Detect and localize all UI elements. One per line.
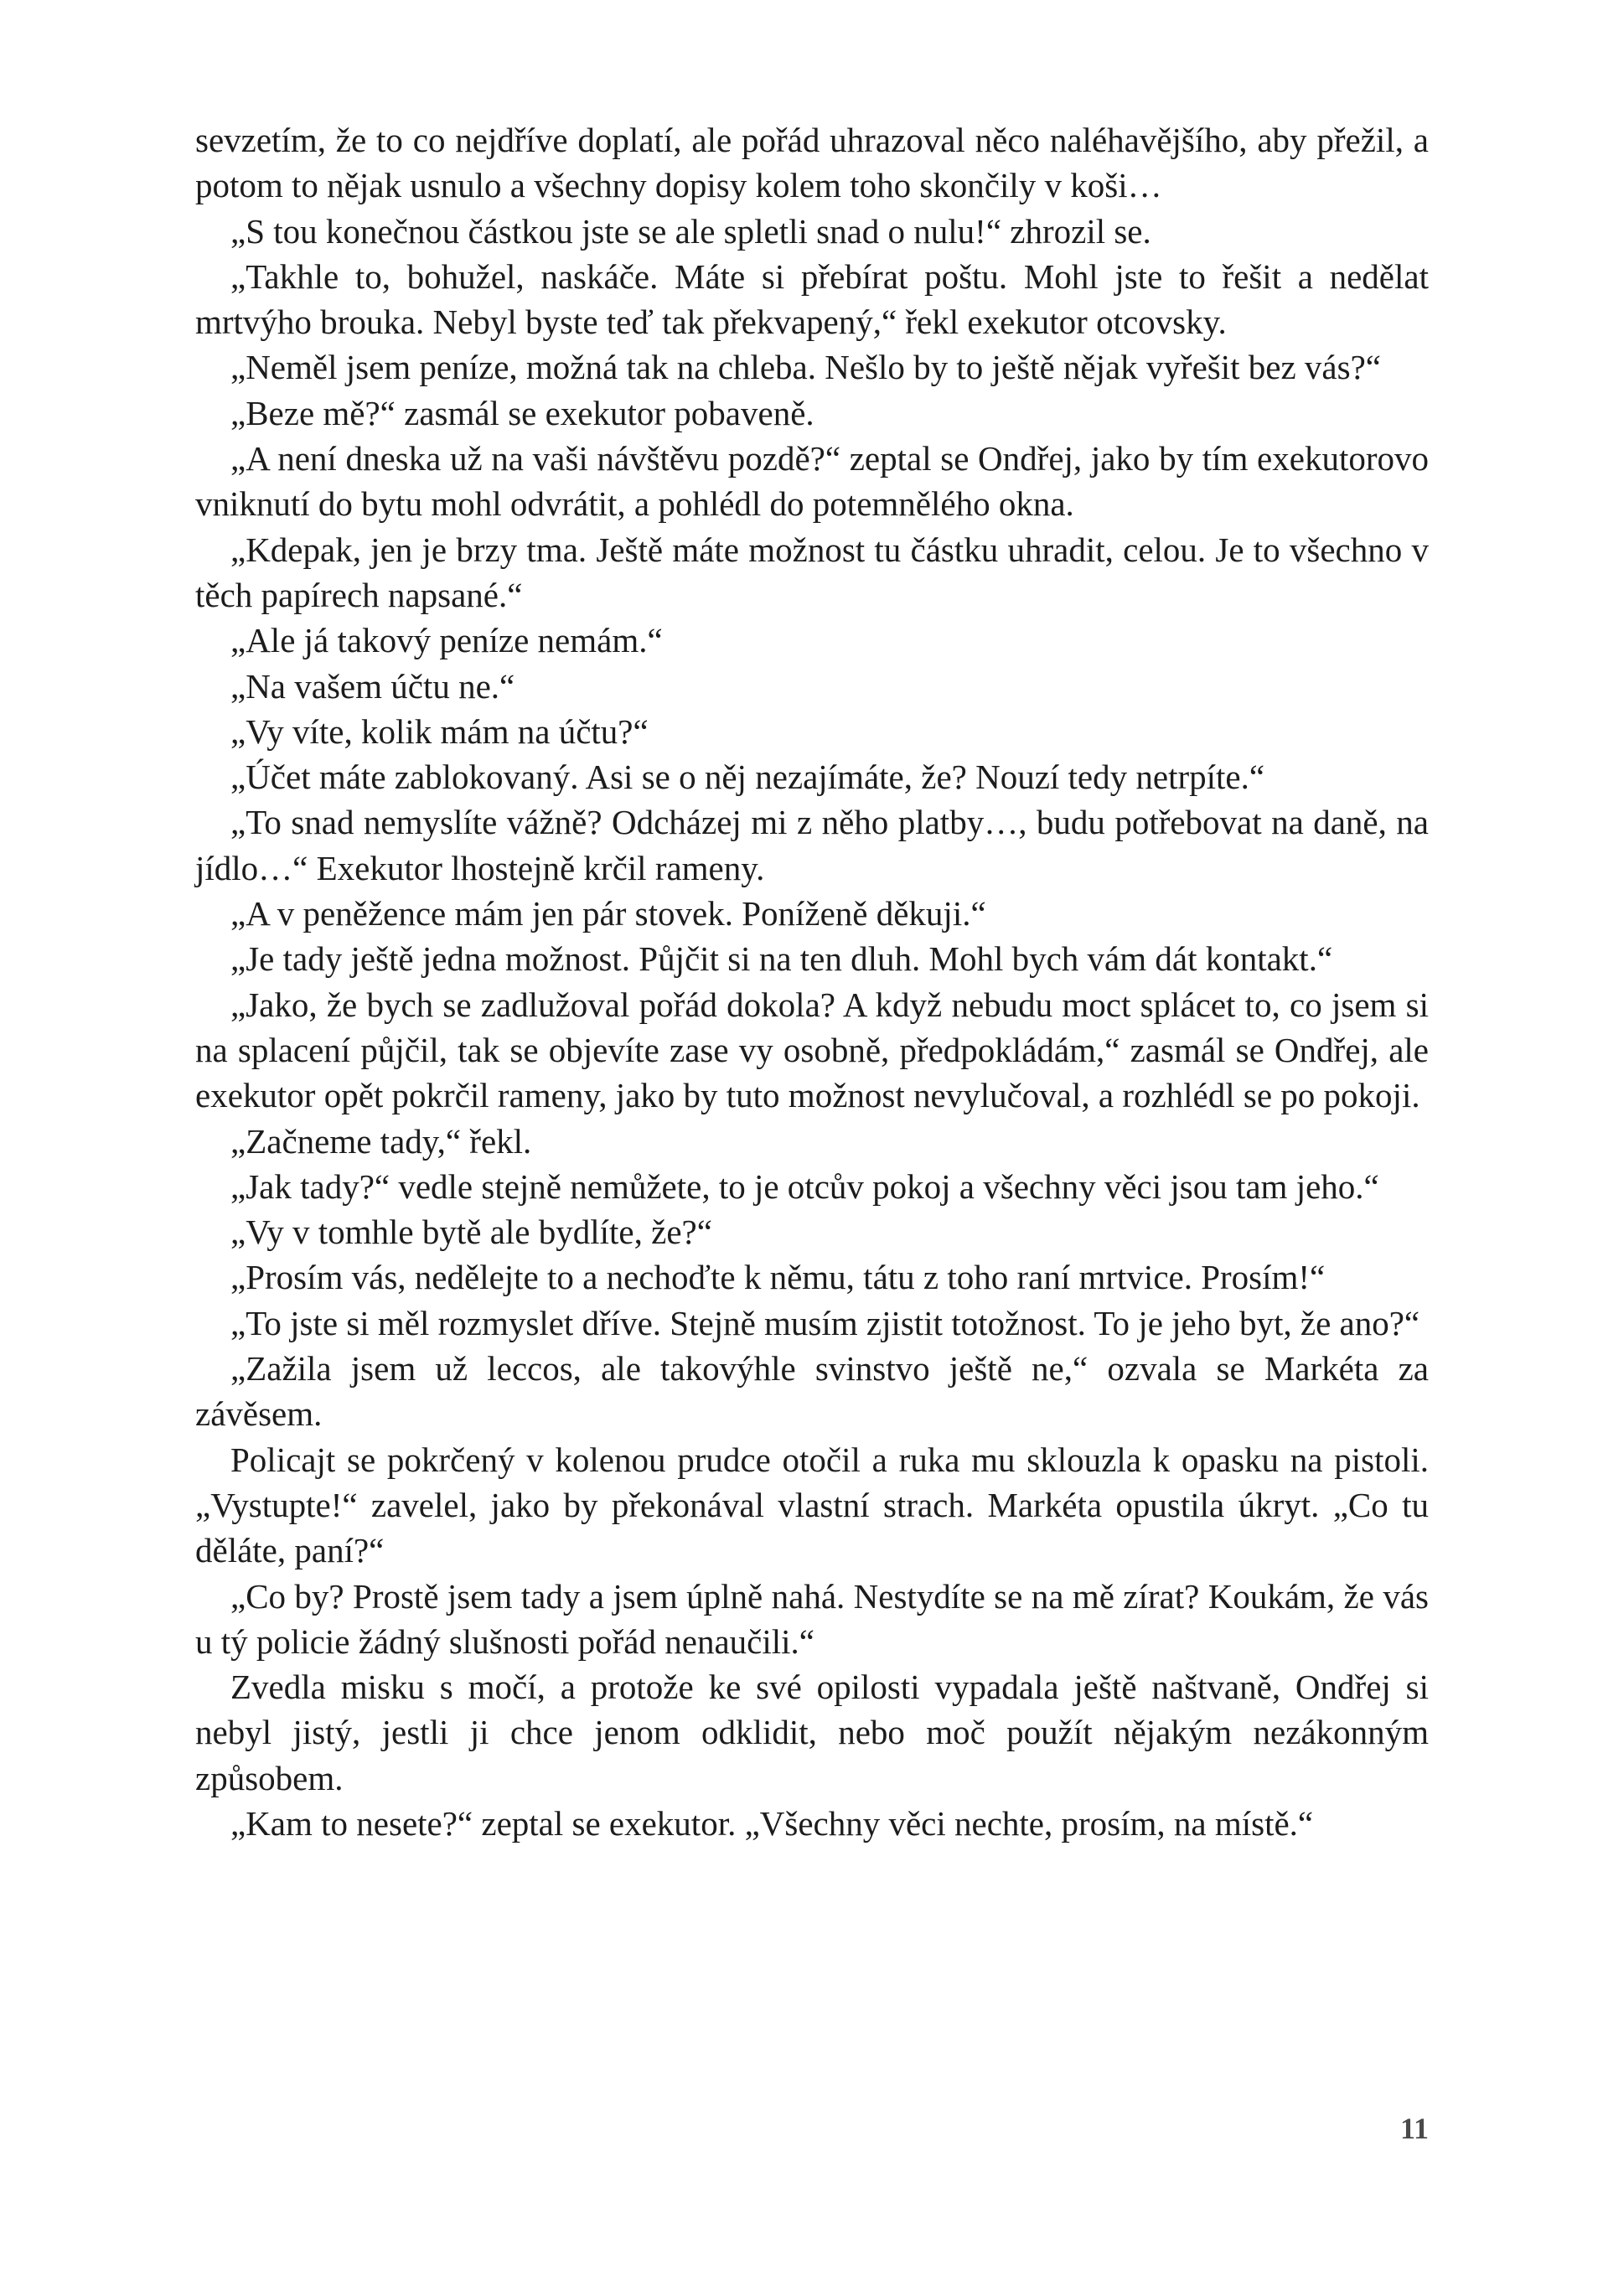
paragraph: sevzetím, že to co nejdříve doplatí, ale pořád uhrazoval něco naléhavějšího, aby přežil, a potom to nějak usnulo a všechny dopisy kolem toho skončily v koši… [195,121,1429,205]
body-text [195,117,1429,1846]
paragraph: „Prosím vás, nedělejte to a nechoďte k němu, tátu z toho raní mrtvice. Prosím!“ [230,1258,1326,1297]
paragraph: „A v peněžence mám jen pár stovek. Poníženě děkuji.“ [230,894,986,933]
paragraph: „Jako, že bych se zadlužoval pořád dokola? A když nebudu moct splácet to, co jsem si na splacení půjčil, tak se objevíte zase vy osobně, předpokládám,“ zasmál se Ondřej, ale exekutor opět pokrčil rameny, jako by tuto možnost nevylučoval, a rozhlédl se po pokoji. [195,985,1429,1115]
paragraph: „Jak tady?“ vedle stejně nemůžete, to je otcův pokoj a všechny věci jsou tam jeho.“ [230,1166,1379,1206]
paragraph: „Kdepak, jen je brzy tma. Ještě máte možnost tu částku uhradit, celou. Je to všechno v těch papírech napsané.“ [195,530,1429,614]
paragraph: „Zažila jsem už leccos, ale takovýhle svinstvo ještě ne,“ ozvala se Markéta za závěsem. [195,1349,1429,1434]
paragraph: „Začneme tady,“ řekl. [230,1121,532,1161]
paragraph: „Kam to nesete?“ zeptal se exekutor. „Všechny věci nechte, prosím, na místě.“ [230,1803,1314,1843]
paragraph: „Je tady ještě jedna možnost. Půjčit si na ten dluh. Mohl bych vám dát kontakt.“ [230,939,1333,979]
paragraph: „Co by? Prostě jsem tady a jsem úplně nahá. Nestydíte se na mě zírat? Koukám, že vás u tý policie žádný slušnosti pořád nenaučili.“ [195,1576,1429,1661]
paragraph: „Vy víte, kolik mám na účtu?“ [230,711,649,751]
paragraph: „To snad nemyslíte vážně? Odcházej mi z něho platby…, budu potřebovat na daně, na jídlo…“ Exekutor lhostejně krčil rameny. [195,803,1429,887]
paragraph: „Takhle to, bohužel, naskáče. Máte si přebírat poštu. Mohl jste to řešit a nedělat mrtvýho brouka. Nebyl byste teď tak překvapený,“ řekl exekutor otcovsky. [195,256,1429,342]
paragraph: Zvedla misku s močí, a protože ke své opilosti vypadala ještě naštvaně, Ondřej si nebyl jistý, jestli ji chce jenom odklidit, nebo moč použít nějakým nezákonným způsobem. [195,1668,1429,1797]
paragraph: Policajt se pokrčený v kolenou prudce otočil a ruka mu sklouzla k opasku na pistoli. „Vystupte!“ zavelel, jako by překonával vlastní strach. Markéta opustila úkryt. „Co tu děláte, paní?“ [195,1440,1429,1570]
page-number: 11 [1399,2112,1429,2145]
paragraph: „Ale já takový peníze nemám.“ [230,621,663,660]
paragraph: „Neměl jsem peníze, možná tak na chleba. Nešlo by to ještě nějak vyřešit bez vás?“ [230,348,1381,387]
paragraph: „Vy v tomhle bytě ale bydlíte, že?“ [230,1213,712,1252]
paragraph: „To jste si měl rozmyslet dříve. Stejně musím zjistit totožnost. To je jeho byt, že ano?“ [230,1303,1420,1342]
paragraph: „Účet máte zablokovaný. Asi se o něj nezajímáte, že? Nouzí tedy netrpíte.“ [230,758,1265,797]
paragraph: „S tou konečnou částkou jste se ale spletli snad o nulu!“ zhrozil se. [230,211,1151,251]
paragraph: „Na vašem účtu ne.“ [230,666,515,706]
paragraph: „Beze mě?“ zasmál se exekutor pobaveně. [230,393,814,432]
paragraph: „A není dneska už na vaši návštěvu pozdě?“ zeptal se Ondřej, jako by tím exekutorovo vniknutí do bytu mohl odvrátit, a pohlédl do potemnělého okna. [195,439,1429,524]
